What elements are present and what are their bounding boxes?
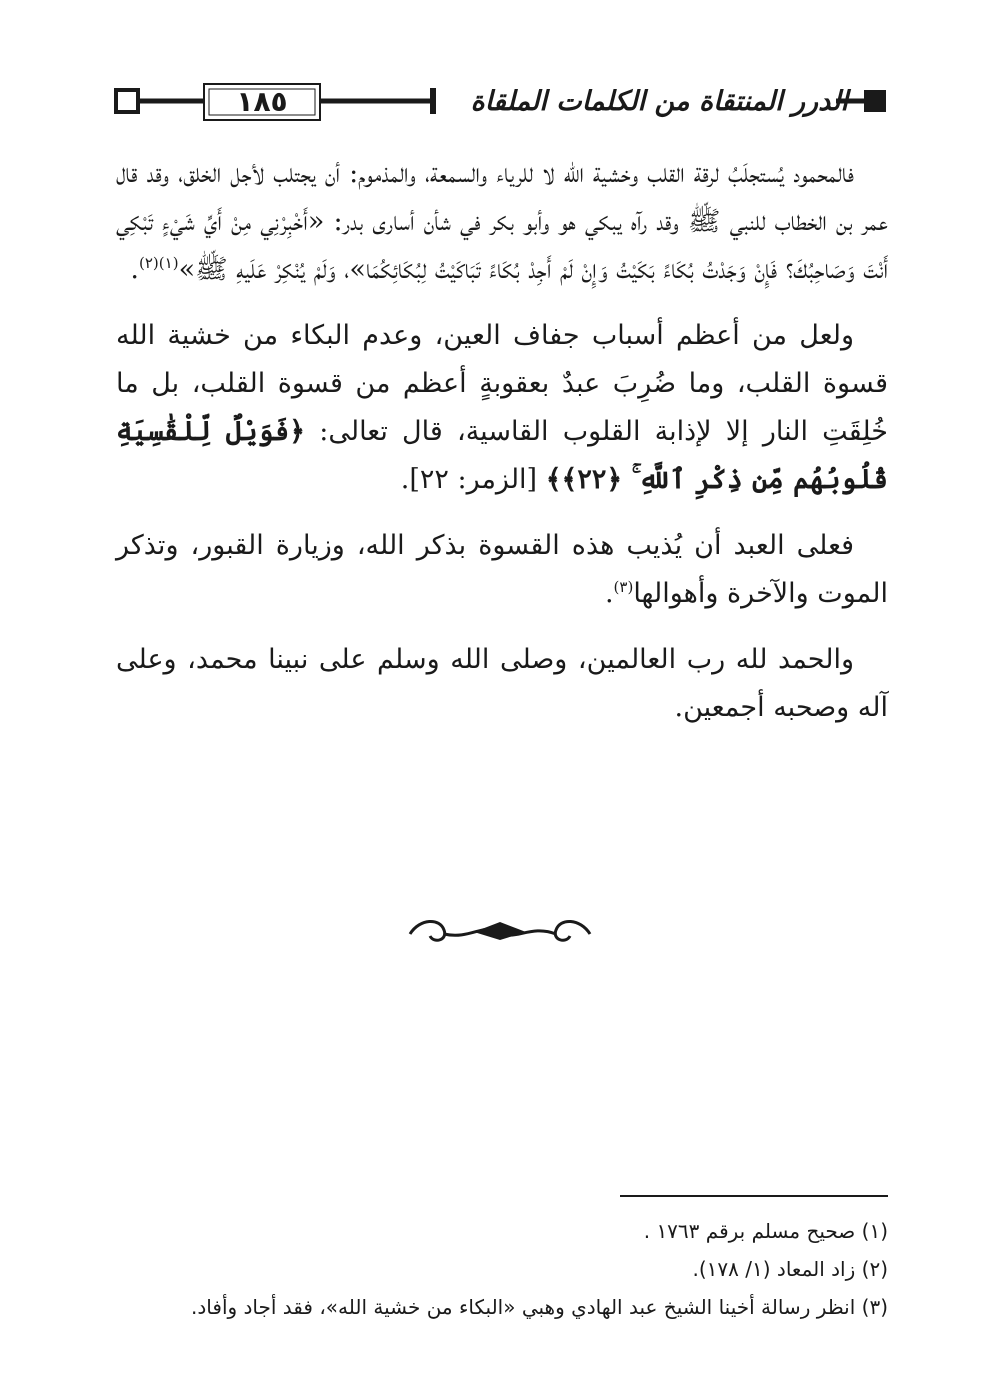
page-header [112, 78, 890, 128]
paragraph-1-end: . [130, 254, 139, 285]
footnote-ref-3: (٣) [613, 578, 634, 596]
footnote-ref-1: (١) [158, 254, 179, 272]
quran-verse: ﴿فَوَيْلٌ لِّلْقَٰسِيَةِ قُلُوبُهُم مِّن ذِكْرِ ٱللَّهِ ۚ ﴿٢٢﴾﴾ [116, 416, 888, 495]
paragraph-4 [116, 636, 888, 732]
footnote-2: (٢) زاد المعاد (١/ ١٧٨). [692, 1257, 888, 1281]
main-text [116, 150, 888, 750]
paragraph-4-text: والحمد لله رب العالمين، وصلى الله وسلم على نبينا محمد، وعلى آله وصحبه أجمعين. [116, 644, 888, 723]
footnote-ref-2: (٢) [139, 254, 159, 272]
footnote-1: (١) صحيح مسلم برقم ١٧٦٣ . [643, 1219, 888, 1243]
quran-reference: [الزمر: ٢٢]. [400, 464, 538, 495]
footnote-separator [620, 1195, 888, 1197]
ornament-divider-icon [400, 910, 600, 956]
running-title: الدرر المنتقاة من الكلمات الملقاة [470, 86, 848, 117]
paragraph-2-text: ولعل من أعظم أسباب جفاف العين، وعدم البكاء من خشية الله قسوة القلب، وما ضُرِبَ عبدٌ بعقوبةٍ أعظم من قسوة القلب، بل ما خُلِقَتِ النار إلا لإذابة القلوب القاسية، قال تعالى: [116, 320, 888, 447]
paragraph-1 [116, 150, 888, 294]
page-number: ١٨٥ [236, 85, 288, 118]
paragraph-3-text: فعلى العبد أن يُذيب هذه القسوة بذكر الله، وزيارة القبور، وتذكر الموت والآخرة وأهوالها [116, 530, 888, 609]
paragraph-2 [116, 312, 888, 504]
paragraph-3 [116, 522, 888, 618]
footnote-3: (٣) انظر رسالة أخينا الشيخ عبد الهادي وهبي «البكاء من خشية الله»، فقد أجاد وأفاد. [191, 1295, 888, 1319]
footnotes [116, 1212, 888, 1326]
paragraph-1-text: فالمحمود يُستجلَبُ لرقة القلب وخشية الله لا للرياء والسمعة، والمذموم: أن يجتلب لأجل الخلق، وقد قال عمر بن الخطاب للنبي ﷺ وقد رآه يبكي هو وأبو بكر في شأن أسارى بدر: «أَخْبِرْنِي مِنْ أَيِّ شَيْءٍ تَبْكِي أَنْتَ وَصَاحِبُكَ؟ فَإِنْ وَجَدْتُ بُكَاءً بَكَيْتُ وَإِنْ لَمْ أَجِدْ بُكَاءً تَبَاكَيْتُ لِبُكَائِكُمَا»، وَلَمْ يُنْكِرْ عَلَيهِ ﷺ» [116, 158, 888, 285]
paragraph-3-end: . [604, 578, 614, 609]
